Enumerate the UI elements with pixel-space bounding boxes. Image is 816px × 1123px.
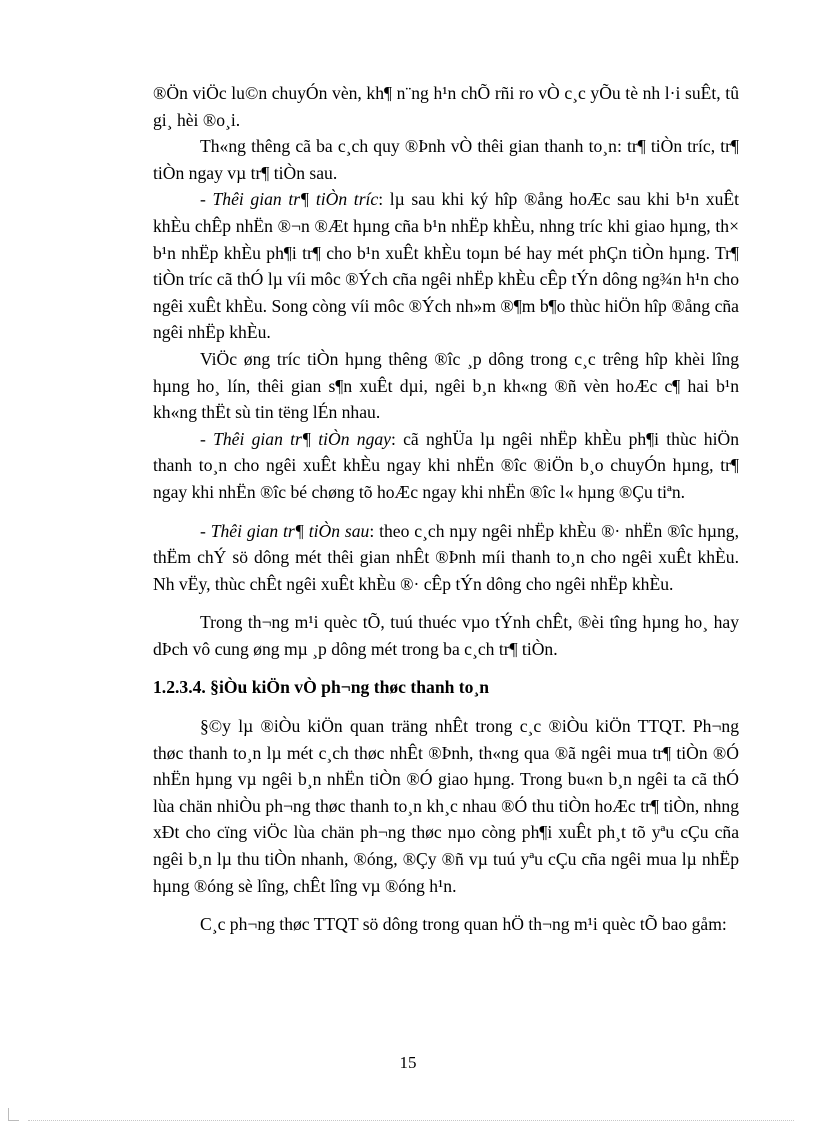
paragraph-4: ViÖc øng tríc tiÒn hµng thêng ®îc ¸p dông trong c¸c trêng hîp khèi lîng hµng ho¸ lín, thêi gian s¶n xuÊt dµi, ngêi b¸n kh«ng ®ñ vèn hoÆc c¶ hai b¹n kh«ng thËt sù tin tëng lÉn nhau.: [153, 348, 739, 423]
term-prepayment: - Thêi gian tr¶ tiÒn tríc: [200, 189, 379, 210]
page-number: 15: [399, 1053, 417, 1072]
paragraph-3: [153, 186, 739, 346]
page-corner-mark: [8, 1108, 19, 1121]
paragraph-9: C¸c ph¬ng thøc TTQT sö dông trong quan hÖ th¬ng m¹i quèc tÕ bao gåm:: [200, 914, 727, 935]
paragraph-5-text: : cã nghÜa lµ ngêi nhËp khÈu ph¶i thùc hiÖn thanh to¸n cho ngêi xuÊt khÈu ngay khi nhËn ®îc ®iÖn b¸o chuyÓn hµng, tr¶ ngay khi nhËn ®îc bé chøng tõ hoÆc ngay khi nhËn ®îc l« hµng ®Çu tiªn.: [153, 428, 739, 502]
paragraph-6: [153, 518, 739, 598]
term-immediate-payment: - Thêi gian tr¶ tiÒn ngay: [200, 428, 391, 449]
paragraph-1: ®Ön viÖc lu©n chuyÓn vèn, kh¶ n¨ng h¹n chÕ rñi ro vÒ c¸c yÕu tè nh l·i suÊt, tû gi¸ hèi ®o¸i.: [153, 83, 739, 130]
body-text: [153, 80, 739, 938]
paragraph-3-text: : lµ sau khi ký hîp ®ång hoÆc sau khi b¹n xuÊt khÈu chÊp nhËn ®¬n ®Æt hµng cña b¹n nhËp khÈu, nhng tríc khi giao hµng, th× b¹n nhËp khÈu ph¶i tr¶ cho b¹n xuÊt khÈu toµn bé hay mét phÇn tiÒn hµng. Tr¶ tiÒn tríc cã thÓ lµ víi môc ®Ých cña ngêi nhËp khÈu cÊp tÝn dông ng¾n h¹n cho ngêi xuÊt khÈu. Song còng víi môc ®Ých nh»m ®¶m b¶o thùc hiÖn hîp ®ång cña ngêi nhËp khÈu.: [153, 189, 740, 343]
paragraph-8: §©y lµ ®iÒu kiÖn quan träng nhÊt trong c¸c ®iÒu kiÖn TTQT. Ph¬ng thøc thanh to¸n lµ mét c¸ch thøc nhÊt ®Þnh, th«ng qua ®ã ngêi mua tr¶ tiÒn ®Ó nhËn hµng vµ ngêi b¸n nhËn tiÒn ®Ó giao hµng. Trong bu«n b¸n ngêi ta cã thÓ lùa chän nhiÒu ph¬ng thøc thanh to¸n kh¸c nhau ®Ó thu tiÒn hoÆc tr¶ tiÒn, nhng xÐt cho cïng viÖc lùa chän ph¬ng thøc nµo còng ph¶i xuÊt ph¸t tõ yªu cÇu cña ngêi b¸n lµ thu tiÒn nhanh, ®óng, ®Çy ®ñ vµ tuú yªu cÇu cña ngêi mua lµ nhËp hµng ®óng sè lîng, chÊt lîng vµ ®óng h¹n.: [153, 716, 739, 896]
paragraph-2: Th«ng thêng cã ba c¸ch quy ®Þnh vÒ thêi gian thanh to¸n: tr¶ tiÒn tríc, tr¶ tiÒn ngay vµ tr¶ tiÒn sau.: [153, 136, 739, 183]
paragraph-6-text: : theo c¸ch nµy ngêi nhËp khÈu ®· nhËn ®îc hµng, thËm chÝ sö dông mét thêi gian nhÊt ®Þnh míi thanh to¸n cho ngêi xuÊt khÈu. Nh vËy, thùc chÊt ngêi xuÊt khÈu ®· cÊp tÝn dông cho ngêi nhËp khÈu.: [153, 520, 739, 594]
term-deferred-payment: - Thêi gian tr¶ tiÒn sau: [200, 520, 370, 541]
paragraph-7: Trong th¬ng m¹i quèc tÕ, tuú thuéc vµo tÝnh chÊt, ®èi tîng hµng ho¸ hay dÞch vô cung øng mµ ¸p dông mét trong ba c¸ch tr¶ tiÒn.: [153, 612, 739, 659]
section-heading: 1.2.3.4. §iÒu kiÖn vÒ ph¬ng thøc thanh to¸n: [153, 677, 490, 698]
page-bottom-divider: [28, 1120, 794, 1121]
paragraph-5: [153, 426, 739, 506]
